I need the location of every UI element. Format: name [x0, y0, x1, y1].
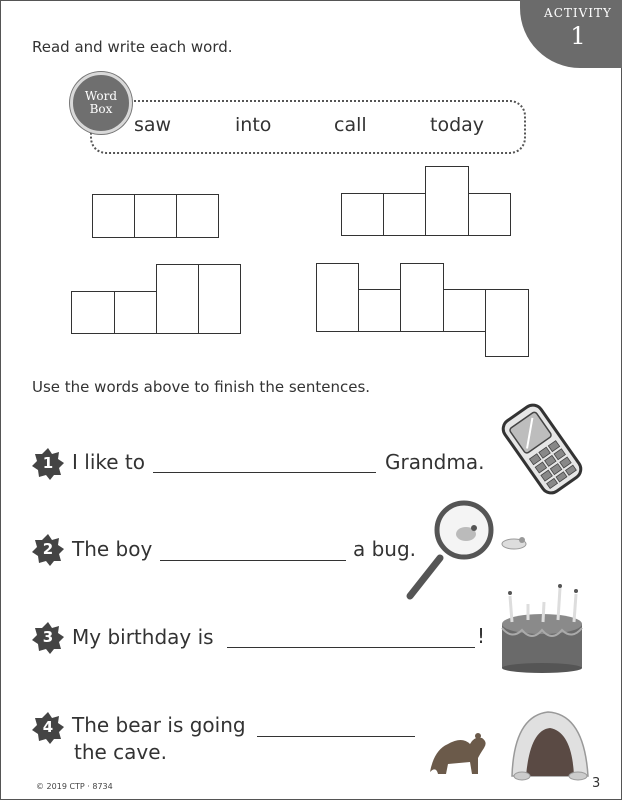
number-badge-label: 3 [42, 628, 54, 646]
page-number: 3 [592, 776, 601, 791]
letter-box[interactable] [134, 194, 177, 238]
sentence-3-end: ! [477, 624, 486, 648]
birthday-cake-icon [498, 584, 586, 674]
letter-box[interactable] [358, 289, 401, 332]
word-box-badge [70, 72, 132, 134]
sentence-2-start: The boy [72, 537, 153, 561]
word-box-badge-line1: Word [84, 89, 118, 103]
sentence-2-end: a bug. [353, 537, 417, 561]
letter-box[interactable] [92, 194, 135, 238]
number-badge [32, 622, 64, 654]
number-badge-label: 2 [42, 540, 54, 558]
sentence-4-end: the cave. [74, 740, 167, 764]
sentence-1-blank[interactable] [153, 472, 376, 473]
word-box-word: into [235, 114, 272, 136]
cell-phone-icon [492, 398, 592, 500]
word-box-badge-line2: Box [89, 102, 113, 116]
number-badge [32, 534, 64, 566]
word-box-word: call [334, 114, 367, 136]
sentence-2-blank[interactable] [160, 560, 346, 561]
letter-box[interactable] [156, 264, 199, 334]
sentence-3-start: My birthday is [72, 625, 214, 649]
instruction-finish-sentences: Use the words above to finish the sentences. [32, 378, 371, 396]
footer-copyright: © 2019 CTP · 8734 [36, 782, 113, 791]
activity-label: ACTIVITY [544, 6, 612, 20]
letter-box[interactable] [400, 263, 444, 332]
letter-box[interactable] [176, 194, 219, 238]
sentence-1-start: I like to [72, 450, 145, 474]
number-badge [32, 448, 64, 480]
letter-box[interactable] [71, 291, 115, 334]
number-badge-label: 1 [42, 454, 54, 472]
letter-box[interactable] [485, 289, 529, 357]
activity-number: 1 [570, 22, 586, 50]
letter-box[interactable] [316, 263, 359, 332]
letter-box[interactable] [198, 264, 241, 334]
word-box-word: today [430, 114, 485, 136]
letter-box[interactable] [383, 193, 426, 236]
number-badge-label: 4 [42, 718, 54, 736]
sentence-4-blank[interactable] [257, 736, 415, 737]
letter-box[interactable] [114, 291, 157, 334]
number-badge [32, 712, 64, 744]
sentence-3-blank[interactable] [227, 647, 475, 648]
word-box-word: saw [134, 114, 172, 136]
sentence-4-start: The bear is going [72, 713, 246, 737]
letter-box[interactable] [425, 166, 469, 236]
letter-box[interactable] [341, 193, 384, 236]
instruction-read-write: Read and write each word. [32, 38, 233, 56]
sentence-1-end: Grandma. [385, 450, 485, 474]
letter-box[interactable] [468, 193, 511, 236]
letter-box[interactable] [443, 289, 486, 332]
bear-and-cave-icon [426, 706, 596, 782]
